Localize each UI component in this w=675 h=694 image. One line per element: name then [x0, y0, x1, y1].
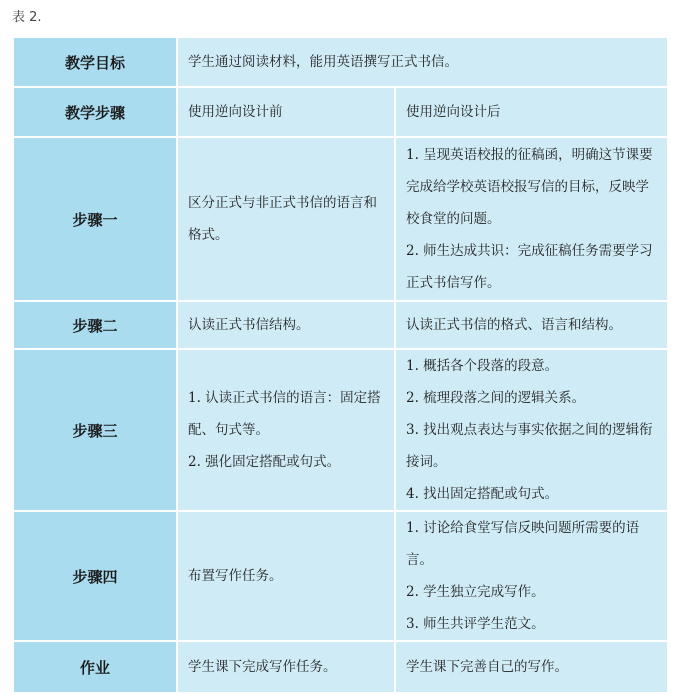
after-cell — [395, 511, 668, 641]
cell-text: 3. 师生共评学生范文。 — [406, 616, 545, 632]
cell-text: 使用逆向设计前 — [188, 104, 283, 120]
lesson-plan-table — [12, 36, 669, 694]
cell-text: 2. 梳理段落之间的逻辑关系。 — [406, 390, 586, 406]
before-cell — [177, 137, 395, 301]
after-cell — [395, 137, 668, 301]
before-cell — [177, 511, 395, 641]
row-label: 作业 — [13, 641, 177, 693]
row-label: 步骤三 — [13, 349, 177, 511]
cell-text: 认读正式书信的格式、语言和结构。 — [406, 317, 622, 333]
before-cell — [177, 349, 395, 511]
cell-text: 区分正式与非正式书信的语言和格式。 — [188, 195, 377, 243]
table-row — [13, 87, 668, 137]
cell-text: 认读正式书信结构。 — [188, 317, 310, 333]
row-label: 步骤一 — [13, 137, 177, 301]
after-cell — [395, 641, 668, 693]
cell-text: 2. 学生独立完成写作。 — [406, 584, 545, 600]
cell-text: 2. 师生达成共识：完成征稿任务需要学习正式书信写作。 — [406, 243, 653, 291]
cell-text: 2. 强化固定搭配或句式。 — [188, 454, 341, 470]
cell-text: 学生课下完成写作任务。 — [188, 659, 337, 675]
after-cell — [395, 301, 668, 349]
cell-text: 4. 找出固定搭配或句式。 — [406, 486, 559, 502]
table-caption: 表 2. — [12, 10, 42, 25]
before-cell — [177, 87, 395, 137]
row-label: 教学步骤 — [13, 87, 177, 137]
goal-cell: 学生通过阅读材料，能用英语撰写正式书信。 — [177, 37, 668, 87]
table-row — [13, 349, 668, 511]
cell-text: 3. 找出观点表达与事实依据之间的逻辑衔接词。 — [406, 422, 653, 470]
after-cell — [395, 349, 668, 511]
cell-text: 1. 认读正式书信的语言：固定搭配、句式等。 — [188, 390, 381, 438]
row-label: 步骤二 — [13, 301, 177, 349]
row-label: 教学目标 — [13, 37, 177, 87]
table-row — [13, 511, 668, 641]
table-row — [13, 37, 668, 87]
cell-text: 使用逆向设计后 — [406, 104, 501, 120]
table-row — [13, 137, 668, 301]
cell-text: 1. 讨论给食堂写信反映问题所需要的语言。 — [406, 520, 640, 568]
table-row — [13, 641, 668, 693]
cell-text: 1. 概括各个段落的段意。 — [406, 358, 559, 374]
row-label: 步骤四 — [13, 511, 177, 641]
table-row — [13, 301, 668, 349]
cell-text: 布置写作任务。 — [188, 568, 283, 584]
cell-text: 1. 呈现英语校报的征稿函，明确这节课要完成给学校英语校报写信的目标，反映学校食堂的问题。 — [406, 147, 653, 227]
after-cell — [395, 87, 668, 137]
before-cell — [177, 641, 395, 693]
cell-text: 学生课下完善自己的写作。 — [406, 659, 568, 675]
before-cell — [177, 301, 395, 349]
